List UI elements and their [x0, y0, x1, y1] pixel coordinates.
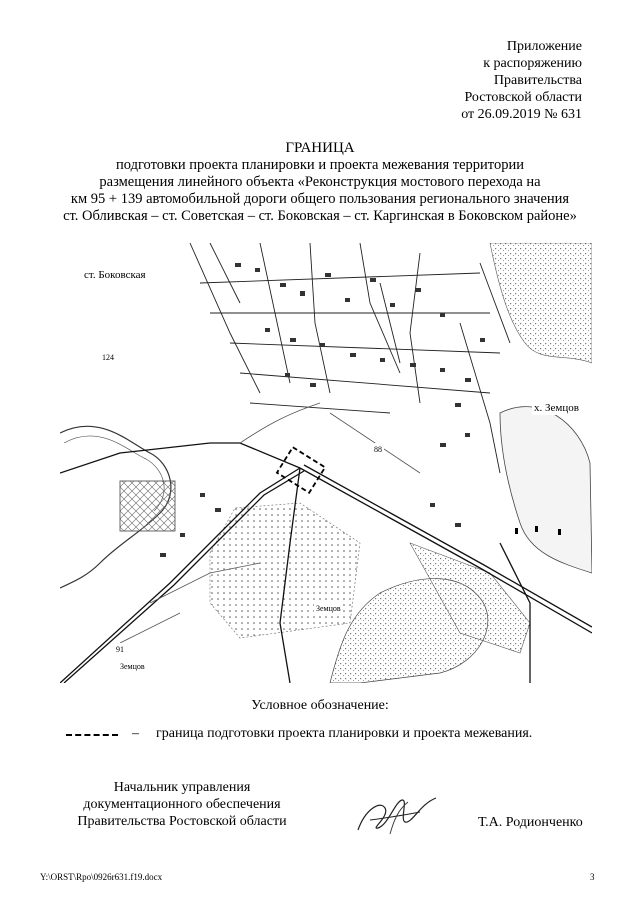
document-title: ГРАНИЦА [285, 140, 355, 156]
label-zemtsov-small: Земцов [316, 604, 341, 613]
subtitle-line: размещения линейного объекта «Реконструкция мостового перехода на [99, 174, 541, 190]
elevation-mark: 91 [116, 645, 124, 654]
legend-row [66, 724, 586, 744]
signer-title-line: документационного обеспечения [83, 797, 281, 812]
page-number: 3 [590, 872, 595, 882]
label-bokovskaya: ст. Боковская [84, 269, 146, 281]
label-zemtsov-small: Земцов [120, 662, 145, 671]
legend-dash: – [132, 726, 139, 741]
appendix-line: Приложение [506, 39, 582, 54]
legend-dashed-line [66, 734, 118, 736]
elevation-mark: 88 [374, 445, 382, 454]
subtitle-line: ст. Обливская – ст. Советская – ст. Боковская – ст. Каргинская в Боковском районе» [63, 208, 577, 224]
elevation-mark: 124 [102, 353, 114, 362]
appendix-line: к распоряжению [483, 56, 582, 71]
signer-title-line: Начальник управления [113, 780, 251, 795]
footer-file-path: Y:\ORST\Rpo\0926r631.f19.docx [40, 872, 163, 882]
legend-heading: Условное обозначение: [251, 698, 389, 713]
appendix-line: Правительства [493, 73, 582, 88]
hatched-area [120, 481, 175, 531]
map-drawing [60, 243, 592, 683]
signer-title [62, 779, 302, 830]
signer-name: Т.А. Родионченко [478, 815, 583, 830]
appendix-line: от 26.09.2019 № 631 [461, 107, 582, 122]
appendix-block [382, 38, 582, 123]
boundary-map [60, 243, 592, 683]
signature [350, 790, 440, 840]
document-subtitle [40, 157, 600, 225]
signer-title-line: Правительства Ростовской области [77, 814, 287, 829]
subtitle-line: км 95 + 139 автомобильной дороги общего пользования регионального значения [70, 191, 570, 207]
appendix-line: Ростовской области [464, 90, 582, 105]
label-zemtsov: х. Земцов [534, 402, 579, 414]
legend-text: граница подготовки проекта планировки и проекта межевания. [156, 726, 533, 741]
subtitle-line: подготовки проекта планировки и проекта межевания территории [116, 157, 524, 173]
